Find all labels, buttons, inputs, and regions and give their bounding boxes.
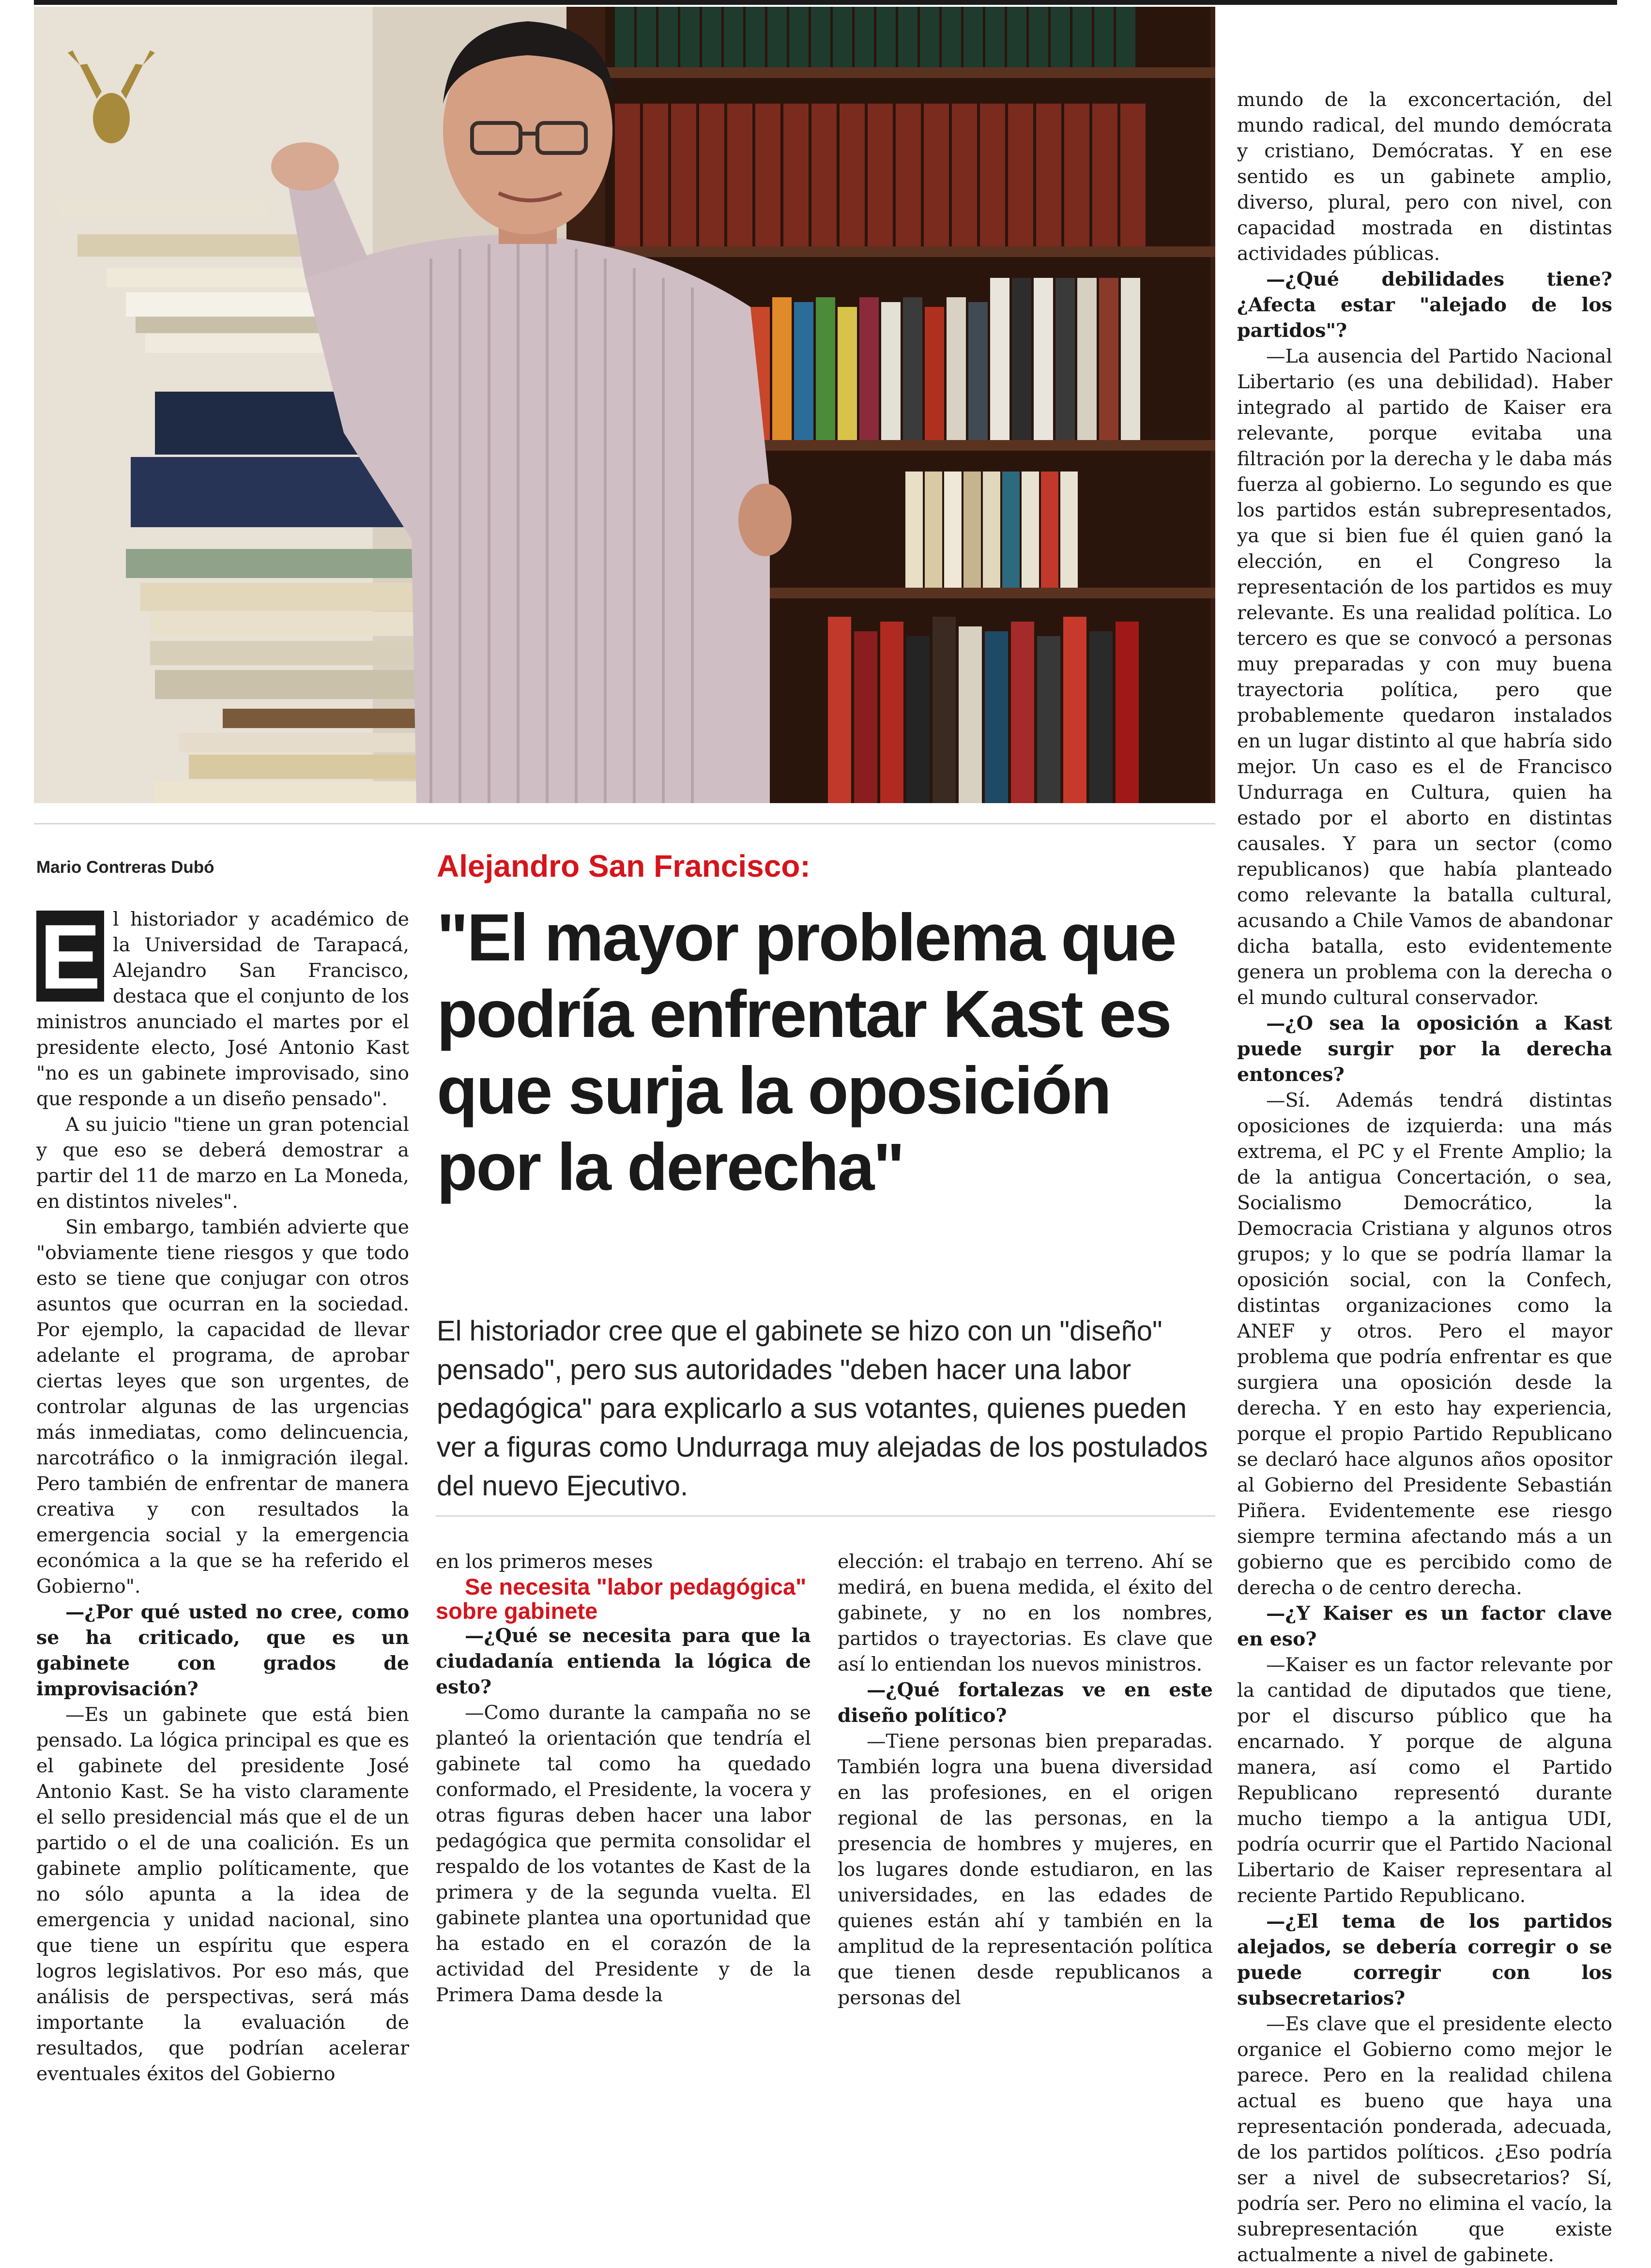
headline: "El mayor problema que podría enfrentar Kast es que surja la oposición por la derecha" — [437, 900, 1176, 1204]
deck: El historiador cree que el gabinete se hizo con un "diseño" pensado", pero sus autoridades "deben hacer una labor pedagógica" para explicarlo a sus votantes, quienes pueden ver a figuras como Undurraga muy alejadas de los postulados del nuevo Ejecutivo. — [437, 1315, 1208, 1502]
kicker: Alejandro San Francisco: — [437, 849, 810, 883]
deck-separator — [436, 1515, 1215, 1517]
byline: Mario Contreras Dubó — [36, 858, 214, 877]
question: —¿El tema de los partidos alejados, se debería corregir o se puede corregir con los subsecretarios? — [1237, 1910, 1612, 2009]
answer: —Es clave que el presidente electo organice el Gobierno como mejor le parece. Pero en la realidad chilena actual es bueno que haya una representación ponderada, adecuada, de los partidos políticos. ¿Eso podría ser a nivel de subsecretarios? Sí, podría ser. Pero no elimina el vacío, la subrepresentación que existe actualmente a nivel de gabinete. — [1237, 2013, 1612, 2266]
question: —¿Qué debilidades tiene? ¿Afecta estar "alejado de los partidos"? — [1237, 268, 1612, 342]
paragraph: en los primeros meses — [436, 1551, 653, 1573]
top-rule — [34, 0, 1617, 5]
paragraph: Sin embargo, también advierte que "obviamente tiene riesgos y que todo esto se tiene que conjugar con otros asuntos que ocurran en la sociedad. Por ejemplo, la capacidad de llevar adelante el programa, de aprobar ciertas leyes que son urgentes, de controlar algunas de las urgencias más inmediatas, como delincuencia, narcotráfico o la inmigración ilegal. Pero también de enfrentar de manera creativa y con resultados la emergencia social y la emergencia económica a la que se ha referido el Gobierno". — [36, 1216, 409, 1598]
column-4 — [1237, 87, 1612, 2268]
paragraph: l historiador y académico de la Universidad de Tarapacá, Alejandro San Francisco, destaca que el conjunto de los ministros anunciado el martes por el presidente electo, José Antonio Kast "no es un gabinete improvisado, sino que responde a un diseño pensado". — [36, 908, 409, 1110]
question: —¿Qué se necesita para que la ciudadanía entienda la lógica de esto? — [436, 1625, 811, 1698]
paragraph: mundo de la exconcertación, del mundo radical, del mundo demócrata y cristiano, Demócratas. Y en ese sentido es un gabinete amplio, diverso, plural, pero con nivel, con capacidad mostrada en distintas actividades públicas. — [1237, 89, 1612, 265]
portrait-photo — [34, 7, 1215, 803]
answer: —Sí. Además tendrá distintas oposiciones de izquierda: una más extrema, el PC y el Frente Amplio; la de la antigua Concertación, o sea, Socialismo Democrático, la Democracia Cristiana y algunos otros grupos; y lo que se podría llamar la oposición social, con la Confech, distintas organizaciones como la ANEF y otros. Pero el mayor problema que podría enfrentar es que surgiera una oposición desde la derecha. Y en esto hay experiencia, porque el propio Partido Republicano se declaró hace algunos años opositor al Gobierno del Presidente Sebastián Piñera. Evidentemente ese riesgo siempre termina afectando más a un gobierno que es percibido como de derecha o de centro derecha. — [1237, 1089, 1612, 1599]
answer: —Tiene personas bien preparadas. También logra una buena diversidad en las profesiones, en el origen regional de las personas, en la presencia de hombres y mujeres, en los lugares donde estudiaron, en las universidades, en las edades de quienes están ahí y también en la amplitud de la representación política que tienen desde republicanos a personas del — [838, 1730, 1213, 2009]
answer: —La ausencia del Partido Nacional Libertario (es una debilidad). Haber integrado al partido de Kaiser era relevante, porque evitaba una filtración por la derecha y le daba más fuerza al gobierno. Lo segundo es que los partidos están subrepresentados, ya que si bien fue él quien ganó la elección, en el Congreso la representación de los partidos es muy relevante. Es una realidad política. Lo tercero es que se convocó a personas muy preparadas y con muy buena trayectoria política, pero que probablemente quedaron instalados en un lugar distinto al que habría sido mejor. Un caso es el de Francisco Undurraga en Cultura, quien ha estado por el aborto en distintas causales. Y para un sector (como republicanos) que había planteado como relevante la batalla cultural, acusando a Chile Vamos de abandonar dicha batalla, esto evidentemente genera un problema con la derecha o el mundo cultural conservador. — [1237, 345, 1612, 1009]
question: —¿Y Kaiser es un factor clave en eso? — [1237, 1602, 1612, 1650]
answer: —Es un gabinete que está bien pensado. La lógica principal es que es el gabinete del presidente José Antonio Kast. Se ha visto claramente el sello presidencial más que el de un partido o el de una coalición. Es un gabinete amplio políticamente, que no sólo apunta a la idea de emergencia y unidad nacional, sino que tiene un espíritu que espera logros legislativos. Por eso más, que análisis de perspectivas, será más importante la evaluación de resultados, que podrían acelerar eventuales éxitos del Gobierno — [36, 1704, 409, 2085]
answer: —Como durante la campaña no se planteó la orientación que tendría el gabinete tal como ha quedado conformado, el Presidente, la vocera y otras figuras deben hacer una labor pedagógica que permita consolidar el respaldo de los votantes de Kast de la primera y de la segunda vuelta. El gabinete plantea una oportunidad que ha estado en el corazón de la actividad del Presidente y de la Primera Dama desde la — [436, 1702, 811, 2006]
question: —¿Qué fortalezas ve en este diseño político? — [838, 1679, 1213, 1727]
question: —¿O sea la oposición a Kast puede surgir por la derecha entonces? — [1237, 1012, 1612, 1086]
question: —¿Por qué usted no cree, como se ha criticado, que es un gabinete con grados de improvisación? — [36, 1601, 409, 1700]
section-subhead: Se necesita "labor pedagógica" sobre gabinete — [436, 1574, 807, 1624]
paragraph: A su juicio "tiene un gran potencial y que eso se deberá demostrar a partir del 11 de marzo en La Moneda, en distintos niveles". — [36, 1113, 409, 1213]
dropcap: E — [36, 911, 104, 1002]
column-2 — [436, 1549, 811, 2008]
paragraph: elección: el trabajo en terreno. Ahí se medirá, en buena medida, el éxito del gabinete, y no en los nombres, partidos o trayectorias. Es clave que así lo entiendan los nuevos ministros. — [838, 1551, 1213, 1675]
photo-separator — [34, 823, 1215, 824]
column-3 — [838, 1549, 1213, 2011]
column-1 — [36, 907, 409, 2087]
answer: —Kaiser es un factor relevante por la cantidad de diputados que tiene, por el discurso público que ha encarnado. Y porque de alguna manera, así como el Partido Republicano representó durante mucho tiempo a la antigua UDI, podría ocurrir que el Partido Nacional Libertario de Kaiser representara al reciente Partido Republicano. — [1237, 1654, 1612, 1907]
